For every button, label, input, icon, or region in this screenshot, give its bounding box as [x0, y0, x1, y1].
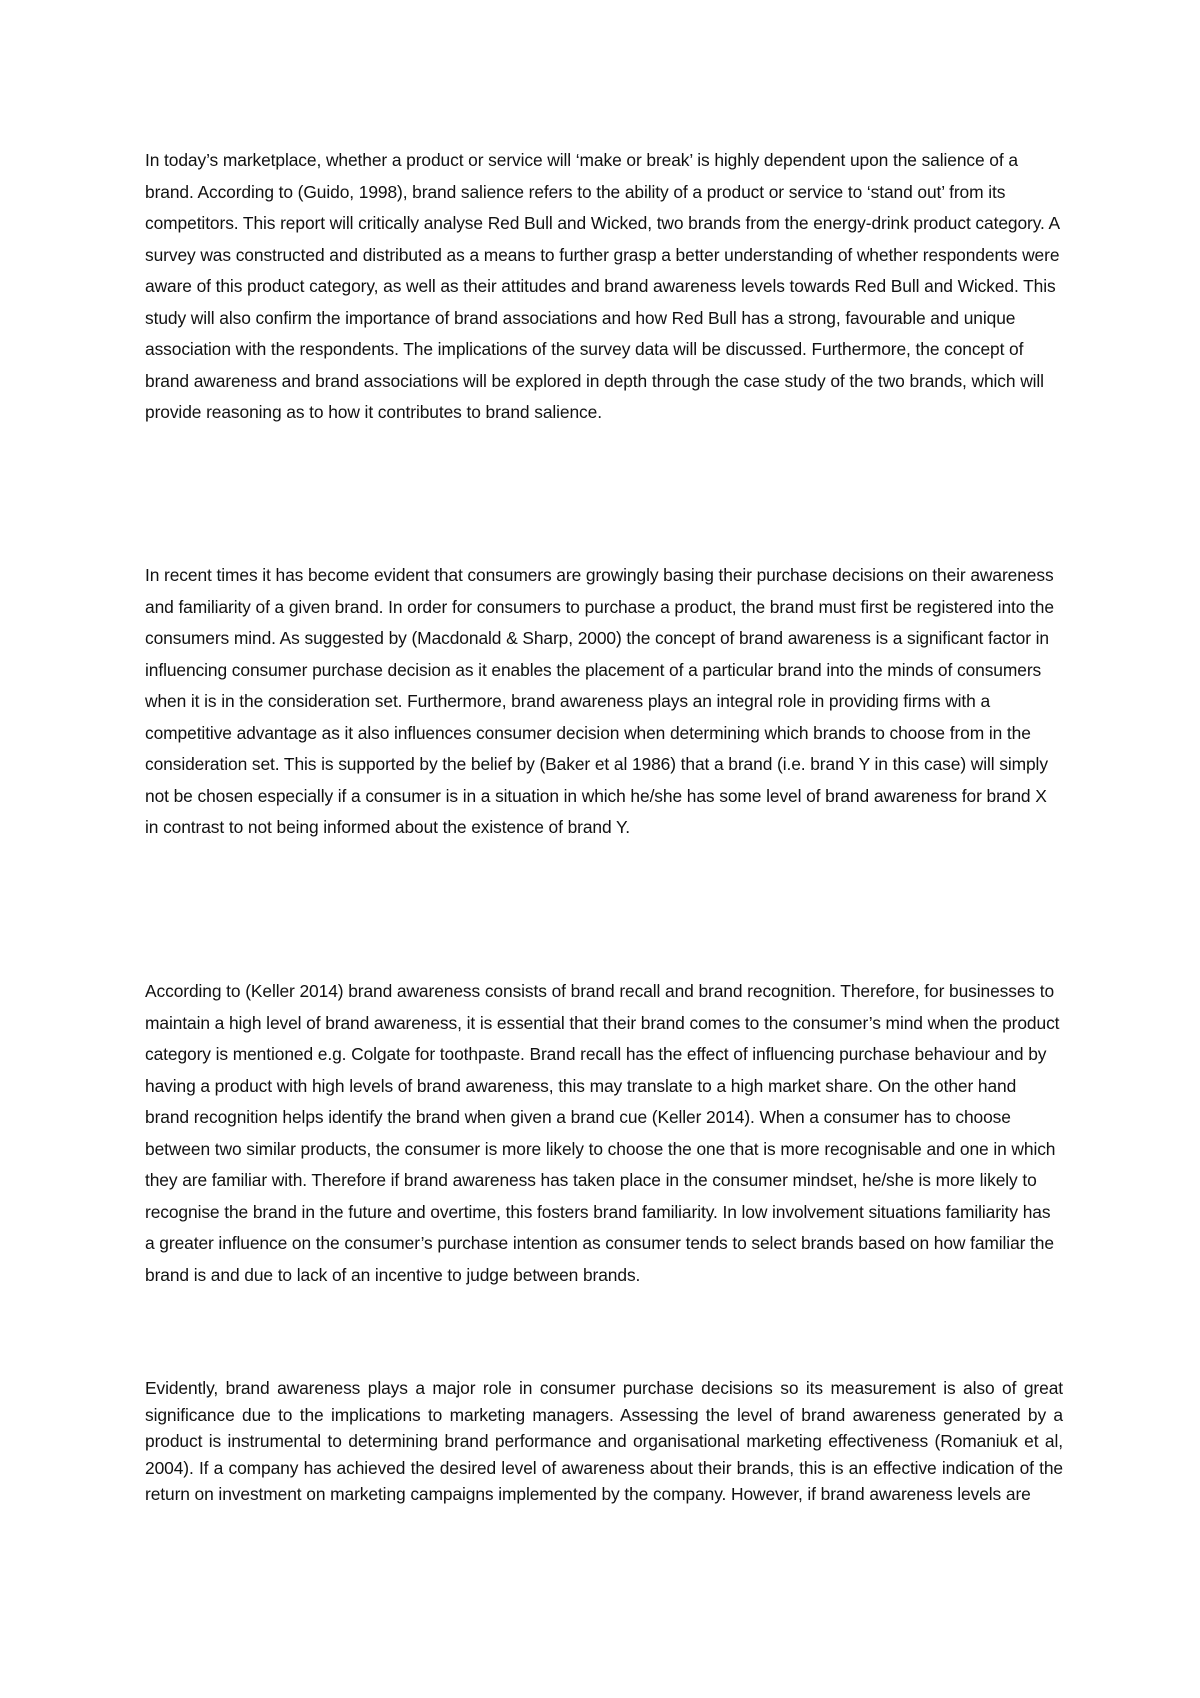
paragraph-introduction: In today’s marketplace, whether a product or service will ‘make or break’ is highly dependent upon the salience of a brand. According to (Guido, 1998), brand salience refers to the ability of a product or service to ‘stand out’ from its competitors. This report will critically analyse Red Bull and Wicked, two brands from the energy-drink product category. A survey was constructed and distributed as a means to further grasp a better understanding of whether respondents were aware of this product category, as well as their attitudes and brand awareness levels towards Red Bull and Wicked. This study will also confirm the importance of brand associations and how Red Bull has a strong, favourable and unique association with the respondents. The implications of the survey data will be discussed. Furthermore, the concept of brand awareness and brand associations will be explored in depth through the case study of the two brands, which will provide reasoning as to how it contributes to brand salience. — [145, 150, 1060, 422]
paragraph-recall-recognition: According to (Keller 2014) brand awareness consists of brand recall and brand recognition. Therefore, for businesses to maintain a high level of brand awareness, it is essential that their brand comes to the consumer’s mind when the product category is mentioned e.g. Colgate for toothpaste. Brand recall has the effect of influencing purchase behaviour and by having a product with high levels of brand awareness, this may translate to a high market share. On the other hand brand recognition helps identify the brand when given a brand cue (Keller 2014). When a consumer has to choose between two similar products, the consumer is more likely to choose the one that is more recognisable and one in which they are familiar with. Therefore if brand awareness has taken place in the consumer mindset, he/she is more likely to recognise the brand in the future and overtime, this fosters brand familiarity. In low involvement situations familiarity has a greater influence on the consumer’s purchase intention as consumer tends to select brands based on how familiar the brand is and due to lack of an incentive to judge between brands. — [145, 981, 1060, 1285]
paragraph-consumer-awareness: In recent times it has become evident that consumers are growingly basing their purchase decisions on their awareness and familiarity of a given brand. In order for consumers to purchase a product, the brand must first be registered into the consumers mind. As suggested by (Macdonald & Sharp, 2000) the concept of brand awareness is a significant factor in influencing consumer purchase decision as it enables the placement of a particular brand into the minds of consumers when it is in the consideration set. Furthermore, brand awareness plays an integral role in providing firms with a competitive advantage as it also influences consumer decision when determining which brands to choose from in the consideration set. This is supported by the belief by (Baker et al 1986) that a brand (i.e. brand Y in this case) will simply not be chosen especially if a consumer is in a situation in which he/she has some level of brand awareness for brand X in contrast to not being informed about the existence of brand Y. — [145, 565, 1054, 837]
paragraph-measurement: Evidently, brand awareness plays a major role in consumer purchase decisions so its measurement is also of great significance due to the implications to marketing managers. Assessing the level of brand awareness generated by a product is instrumental to determining brand performance and organisational marketing effectiveness (Romaniuk et al, 2004). If a company has achieved the desired level of awareness about their brands, this is an effective indication of the return on investment on marketing campaigns implemented by the company. However, if brand awareness levels are — [145, 1378, 1063, 1504]
